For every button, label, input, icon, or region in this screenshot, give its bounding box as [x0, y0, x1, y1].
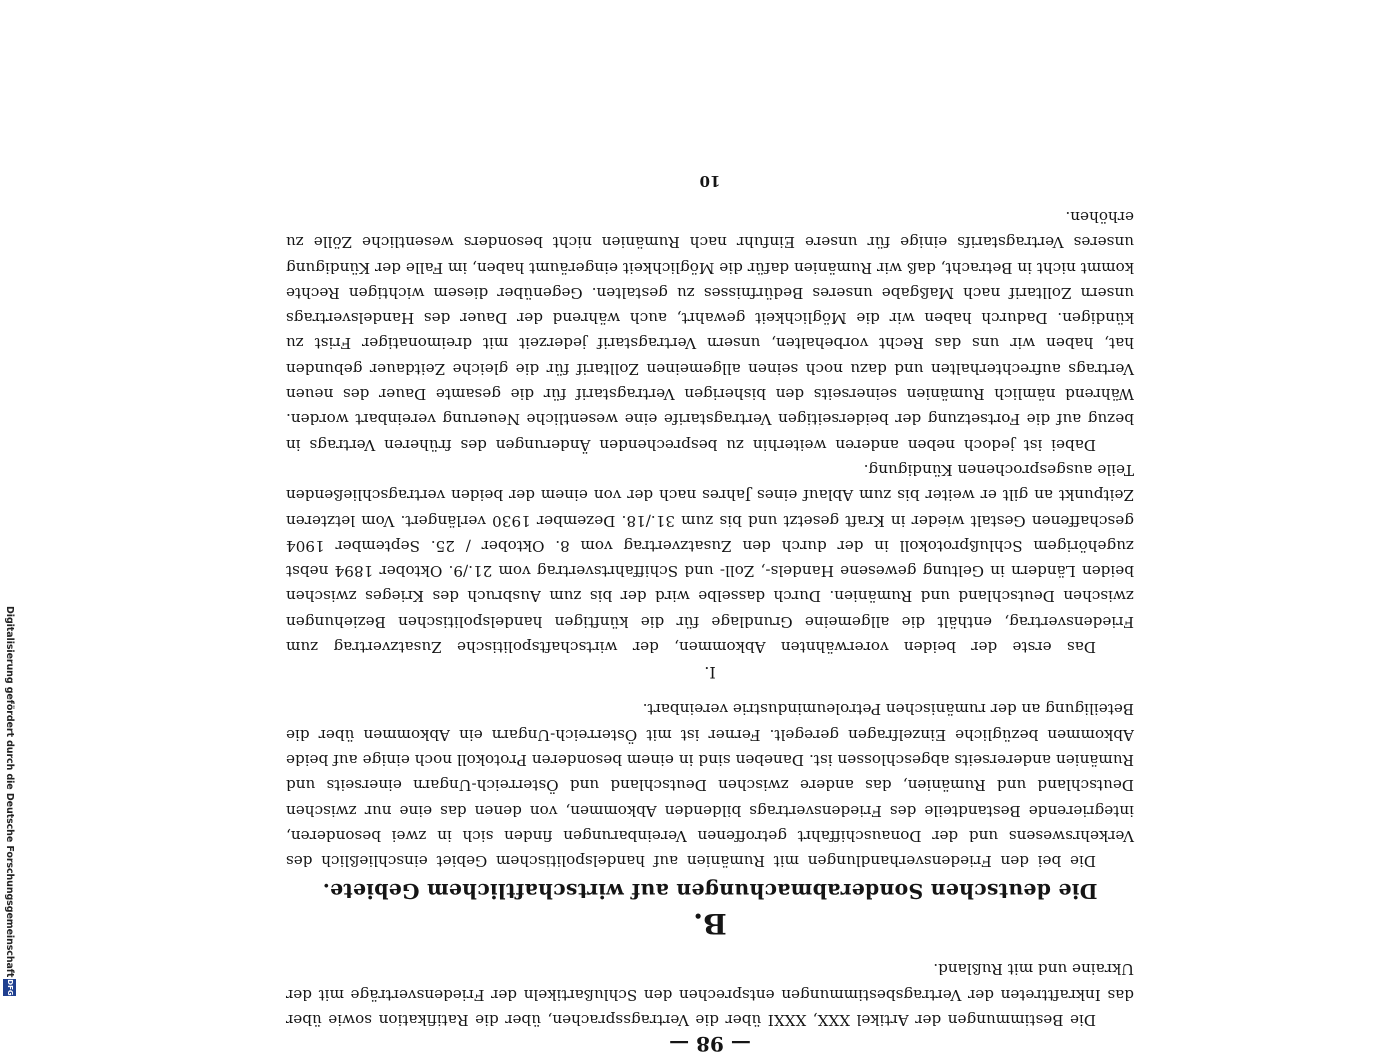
section-numeral: I.	[704, 663, 716, 683]
digitization-credit-strip	[0, 0, 20, 1000]
section-heading: Die deutschen Sonderabmachungen auf wirtschaftlichem Gebiete.	[322, 879, 1098, 904]
signature-mark: 10	[699, 171, 721, 190]
digitization-credit-text: Digitalisierung gefördert durch die Deutsche Forschungsgemeinschaft	[4, 606, 16, 978]
paragraph-1: Das erste der beiden vorerwähnten Abkommen, der wirtschaftspolitische Zusatzvertrag zum Friedensvertrag, enthält die allgemeine Grundlage für die künftigen handelspolitischen Beziehungen zwischen Deutschland und Rumänien. Durch dasselbe wird der bis zum Ausbruch des Krieges zwischen beiden Ländern in Geltung gewesene Handels-, Zoll- und Schiffahrtsvertrag vom 21./9. Oktober 1894 nebst zugehörigem Schlußprotokoll in der durch den Zusatzvertrag vom 8. Oktober / 25. September 1904 geschaffenen Gestalt wieder in Kraft gesetzt und bis zum 31./18. Dezember 1930 verlängert. Vom letzteren Zeitpunkt an gilt er weiter bis zum Ablauf eines Jahres nach der von einem der beiden vertragschließenden Teile ausgesprochenen Kündigung.	[286, 460, 1134, 657]
section-paragraph: Die bei den Friedensverhandlungen mit Rumänien auf handelspolitischem Gebiet einschließlich des Verkehrswesens und der Donauschiffahrt getroffenen Vereinbarungen finden sich in zwei besonderen, integrierende Bestandteile des Friedensvertrags bildenden Abkommen, von denen das eine nur zwischen Deutschland und Rumänien, das andere zwischen Deutschland und Österreich-Ungarn einerseits und Rumänien andererseits abgeschlossen ist. Daneben sind in einem besonderen Protokoll noch einige auf beide Abkommen bezügliche Einzelfragen geregelt. Ferner ist mit Österreich-Ungarn ein Abkommen über die Beteiligung an der rumänischen Petroleumindustrie vereinbart.	[286, 700, 1134, 871]
section-letter: B.	[693, 907, 727, 941]
page-content-rotated	[280, 0, 1140, 1060]
paragraph-2: Dabei ist jedoch neben anderen weiterhin zu besprechenden Änderungen des früheren Vertrags in bezug auf die Fortsetzung der beiderseitigen Vertragstarife eine wesentliche Neuerung vereinbart worden. Während nämlich Rumänien seinerseits den bisherigen Vertragstarif für die gesamte Dauer des neuen Vertrags aufrechterhalten und dazu noch seinen allgemeinen Zolltarif für die gleiche Zeitdauer gebunden hat, haben wir uns das Recht vorbehalten, unsern Vertragstarif jederzeit mit dreimonatiger Frist zu kündigen. Dadurch haben wir die Möglichkeit gewahrt, auch während der Dauer des Handelsvertrags unsern Zolltarif nach Maßgabe unseres Bedürfnisses zu gestalten. Gegenüber diesem wichtigen Rechte kommt nicht in Betracht, daß wir Rumänien dafür die Möglichkeit eingeräumt haben, im Falle der Kündigung unseres Vertragstarifs einige für unsere Einfuhr nach Rumänien nicht besonders wesentliche Zölle zu erhöhen.	[286, 207, 1134, 454]
intro-paragraph: Die Bestimmungen der Artikel XXX, XXXI über die Vertragssprachen, über die Ratifikation sowie über das Inkrafttreten der Vertragsbestimmungen entsprechen den Schlußartikeln der Friedensverträge mit der Ukraine und mit Rußland.	[286, 960, 1134, 1029]
scanned-page	[140, 60, 1280, 1056]
digitization-credit	[2, 606, 18, 994]
page-number: — 98 —	[669, 1032, 751, 1056]
dfg-logo-icon: DFG	[4, 979, 17, 995]
